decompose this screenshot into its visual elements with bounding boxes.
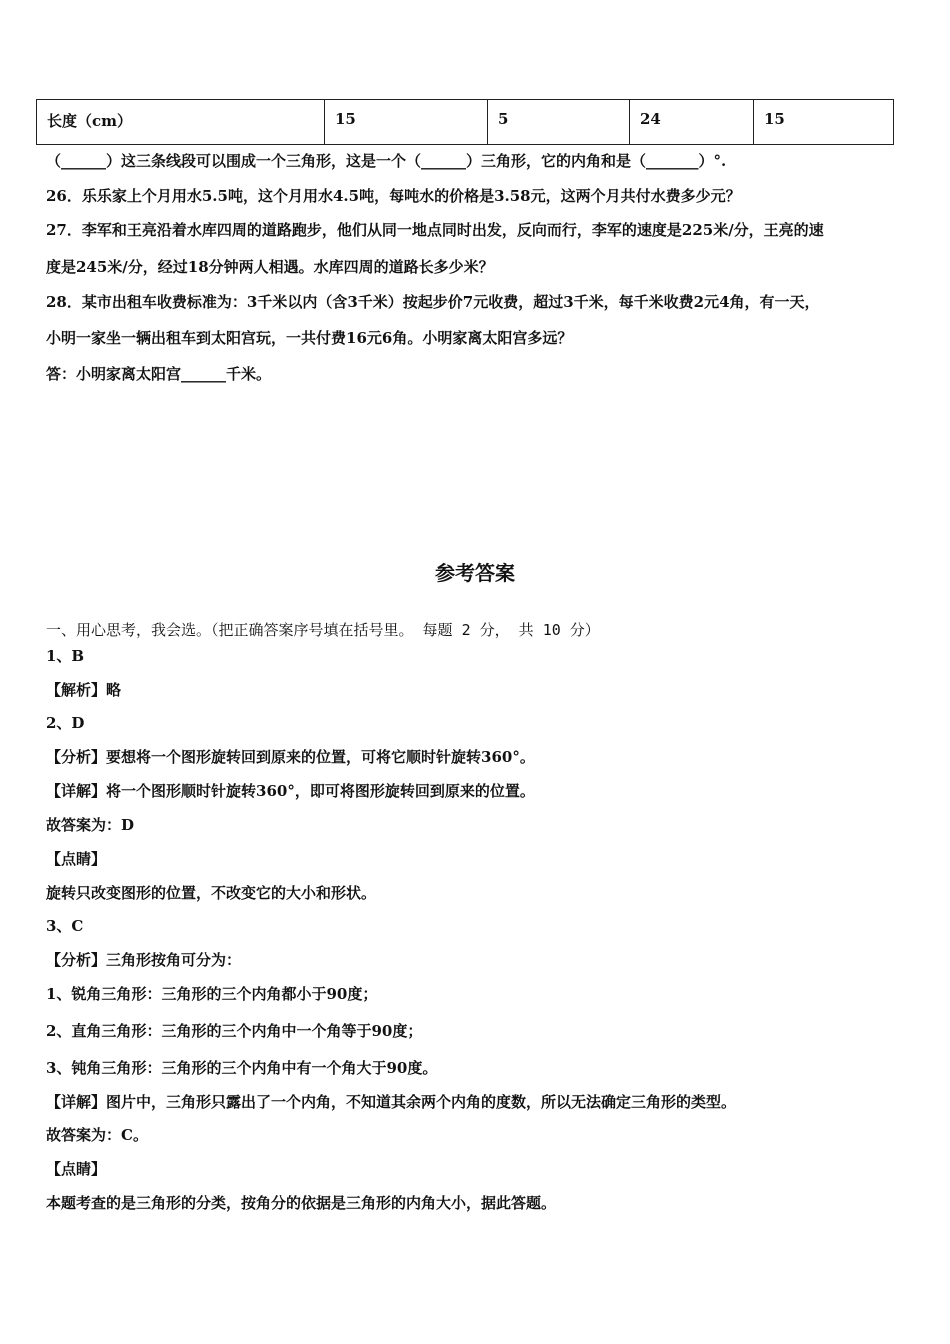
answer-1: 1、B	[46, 647, 85, 665]
answer-2: 2、D	[46, 714, 85, 732]
question-28-line1: 28．某市出租车收费标准为：3千米以内（含3千米）按起步价7元收费，超过3千米，每千米收费2元4角，有一天，	[46, 293, 820, 311]
answers-title: 参考答案	[435, 561, 515, 585]
answer-2-dianjing: 【点睛】	[46, 850, 107, 868]
table-cell: 24	[630, 100, 754, 144]
answer-3-dianjing-text: 本题考查的是三角形的分类，按角分的依据是三角形的内角大小，据此答题。	[46, 1194, 557, 1212]
answer-2-xiangjie: 【详解】将一个图形顺时针旋转360°，即可将图形旋转回到原来的位置。	[46, 782, 535, 800]
answer-3-item-1: 1、锐角三角形：三角形的三个内角都小于90度；	[46, 985, 378, 1003]
answer-3-xiangjie: 【详解】图片中，三角形只露出了一个内角，不知道其余两个内角的度数，所以无法确定三角形的类型。	[46, 1093, 737, 1111]
table-header-cell: 长度（cm）	[37, 100, 325, 144]
question-26: 26．乐乐家上个月用水5.5吨，这个月用水4.5吨，每吨水的价格是3.58元，这两个月共付水费多少元？	[46, 187, 741, 205]
answer-3-fenxi: 【分析】三角形按角可分为：	[46, 951, 242, 969]
answer-2-fenxi: 【分析】要想将一个图形旋转回到原来的位置，可将它顺时针旋转360°。	[46, 748, 535, 766]
table-cell: 15	[764, 110, 785, 128]
answer-3-item-3: 3、钝角三角形：三角形的三个内角中有一个角大于90度。	[46, 1059, 438, 1077]
answer-2-result: 故答案为：D	[46, 816, 135, 834]
question-28-answer: 答：小明家离太阳宫______千米。	[46, 365, 272, 383]
answer-2-dianjing-text: 旋转只改变图形的位置，不改变它的大小和形状。	[46, 884, 377, 902]
table-cell: 15	[325, 100, 488, 144]
table-cell: 5	[488, 100, 630, 144]
answer-1-jiexi: 【解析】略	[46, 681, 122, 699]
question-28-line2: 小明一家坐一辆出租车到太阳宫玩，一共付费16元6角。小明家离太阳宫多远？	[46, 329, 573, 347]
answer-3: 3、C	[46, 917, 84, 935]
length-table	[36, 99, 894, 145]
answer-3-item-2: 2、直角三角形：三角形的三个内角中一个角等于90度；	[46, 1022, 423, 1040]
question-27-line2: 度是245米/分，经过18分钟两人相遇。水库四周的道路长多少米？	[46, 258, 494, 276]
question-27-line1: 27．李军和王亮沿着水库四周的道路跑步，他们从同一地点同时出发，反向而行，李军的速度是225米/分，王亮的速	[46, 221, 824, 239]
answer-3-result: 故答案为：C。	[46, 1126, 148, 1144]
section-heading: 一、用心思考，我会选。（把正确答案序号填在括号里。 每题 2 分， 共 10 分）	[46, 621, 600, 639]
question-25-tail: （______）这三条线段可以围成一个三角形，这是一个（______）三角形，它的内角和是（_______）°.	[46, 152, 727, 170]
answer-3-dianjing: 【点睛】	[46, 1160, 107, 1178]
